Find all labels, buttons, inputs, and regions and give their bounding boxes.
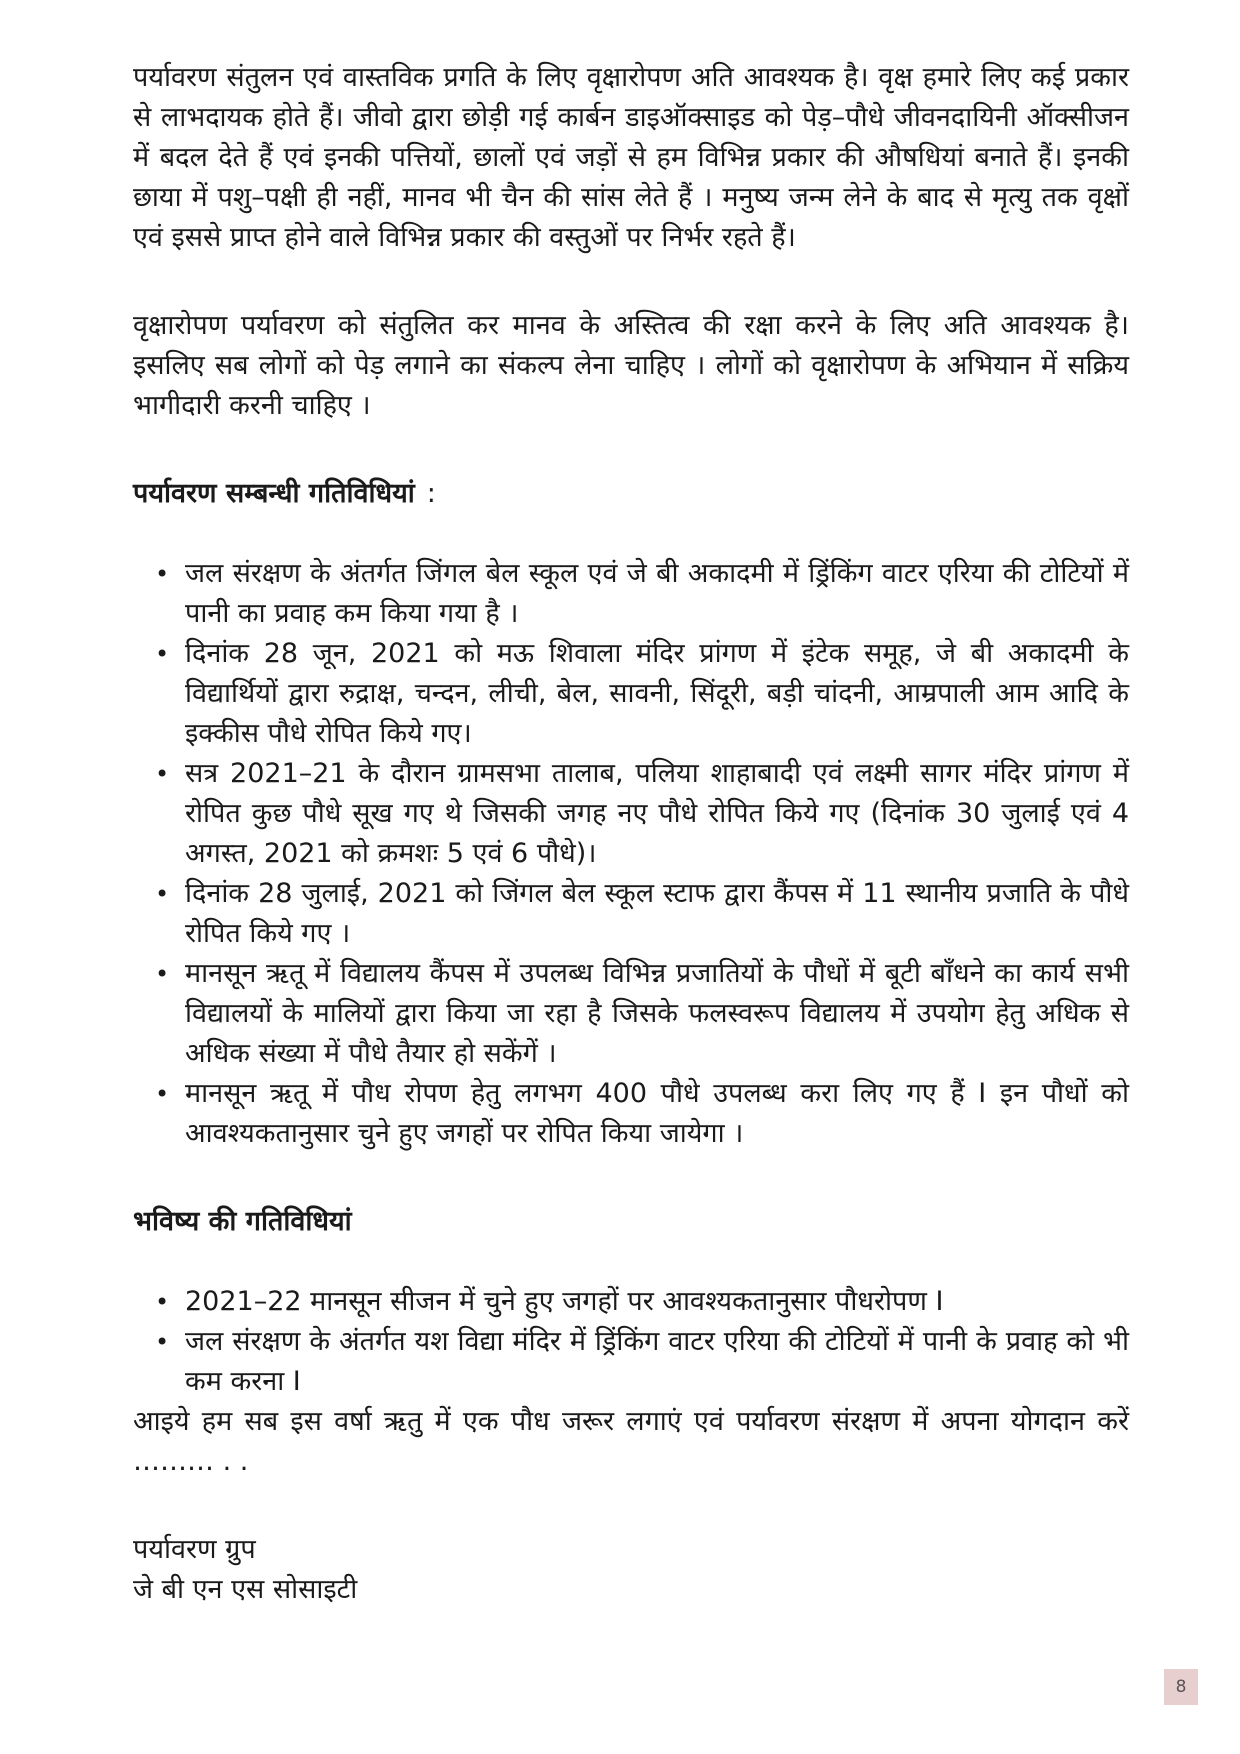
future-item-2 [133, 1322, 1129, 1402]
page-number: 8 [1164, 1669, 1198, 1705]
activity-item-text: मानसून ऋतू में पौध रोपण हेतु लगभग 400 पौधे उपलब्ध करा लिए गए हैं I इन पौधों को आवश्यकतानुसार चुने हुए जगहों पर रोपित किया जायेगा । [185, 1078, 1129, 1149]
bullet-icon: • [155, 760, 170, 788]
signature-society: जे बी एन एस सोसाइटी [133, 1574, 358, 1605]
activity-item-4 [133, 874, 1129, 954]
signature-group: पर्यावरण ग्रुप [133, 1534, 256, 1565]
spacer [133, 426, 1129, 474]
bullet-icon: • [155, 880, 170, 908]
activity-item-text: जल संरक्षण के अंतर्गत जिंगल बेल स्कूल एवं जे बी अकादमी में ड्रिंकिंग वाटर एरिया की टोटियों में पानी का प्रवाह कम किया गया है । [185, 558, 1129, 629]
signature-block [133, 1530, 1129, 1610]
activity-item-1 [133, 554, 1129, 634]
future-list [133, 1282, 1129, 1402]
activity-item-text: दिनांक 28 जून, 2021 को मऊ शिवाला मंदिर प्रांगण में इंटेक समूह, जे बी अकादमी के विद्यार्थियों द्वारा रुद्राक्ष, चन्दन, लीची, बेल, सावनी, सिंदूरी, बड़ी चांदनी, आम्रपाली आम आदि के इक्कीस पौधे रोपित किये गए। [185, 638, 1129, 749]
bullet-icon: • [155, 560, 170, 588]
activity-item-2 [133, 634, 1129, 754]
activity-item-3 [133, 754, 1129, 874]
activities-heading [133, 474, 1129, 514]
bullet-icon: • [155, 640, 170, 668]
future-item-1 [133, 1282, 1129, 1322]
document-body [133, 58, 1129, 1610]
future-item-text: 2021–22 मानसून सीजन में चुने हुए जगहों पर आवश्यकतानुसार पौधरोपण I [185, 1286, 944, 1317]
bullet-icon: • [155, 960, 170, 988]
spacer [133, 1154, 1129, 1202]
activities-heading-text: पर्यावरण सम्बन्धी गतिविधियां [133, 478, 415, 509]
activities-list [133, 554, 1129, 1154]
appeal-paragraph: आइये हम सब इस वर्षा ऋतु में एक पौध जरूर लगाएं एवं पर्यावरण संरक्षण में अपना योगदान करें ……… . . [133, 1406, 1129, 1477]
bullet-icon: • [155, 1288, 170, 1316]
spacer [133, 1482, 1129, 1530]
activity-item-6 [133, 1074, 1129, 1154]
intro-paragraph-2: वृक्षारोपण पर्यावरण को संतुलित कर मानव के अस्तित्व की रक्षा करने के लिए अति आवश्यक है। इसलिए सब लोगों को पेड़ लगाने का संकल्प लेना चाहिए । लोगों को वृक्षारोपण के अभियान में सक्रिय भागीदारी करनी चाहिए । [133, 310, 1129, 421]
activity-item-text: दिनांक 28 जुलाई, 2021 को जिंगल बेल स्कूल स्टाफ द्वारा कैंपस में 11 स्थानीय प्रजाति के पौधे रोपित किये गए । [185, 878, 1129, 949]
future-item-text: जल संरक्षण के अंतर्गत यश विद्या मंदिर में ड्रिंकिंग वाटर एरिया की टोटियों में पानी के प्रवाह को भी कम करना I [185, 1326, 1129, 1397]
spacer [133, 514, 1129, 554]
bullet-icon: • [155, 1080, 170, 1108]
activity-item-5 [133, 954, 1129, 1074]
activity-item-text: मानसून ऋतू में विद्यालय कैंपस में उपलब्ध विभिन्न प्रजातियों के पौधों में बूटी बाँधने का कार्य सभी विद्यालयों के मालियों द्वारा किया जा रहा है जिसके फलस्वरूप विद्यालय में उपयोग हेतु अधिक से अधिक संख्या में पौधे तैयार हो सकेंगें । [185, 958, 1129, 1069]
activity-item-text: सत्र 2021–21 के दौरान ग्रामसभा तालाब, पलिया शाहाबादी एवं लक्ष्मी सागर मंदिर प्रांगण में रोपित कुछ पौधे सूख गए थे जिसकी जगह नए पौधे रोपित किये गए (दिनांक 30 जुलाई एवं 4 अगस्त, 2021 को क्रमशः 5 एवं 6 पौधे)। [185, 758, 1129, 869]
bullet-icon: • [155, 1328, 170, 1356]
spacer [133, 258, 1129, 306]
intro-paragraph-1: पर्यावरण संतुलन एवं वास्तविक प्रगति के लिए वृक्षारोपण अति आवश्यक है। वृक्ष हमारे लिए कई प्रकार से लाभदायक होते हैं। जीवो द्वारा छोड़ी गई कार्बन डाइऑक्साइड को पेड़–पौधे जीवनदायिनी ऑक्सीजन में बदल देते हैं एवं इनकी पत्तियों, छालों एवं जड़ों से हम विभिन्न प्रकार की औषधियां बनाते हैं। इनकी छाया में पशु–पक्षी ही नहीं, मानव भी चैन की सांस लेते हैं । मनुष्य जन्म लेने के बाद से मृत्यु तक वृक्षों एवं इससे प्राप्त होने वाले विभिन्न प्रकार की वस्तुओं पर निर्भर रहते हैं। [133, 62, 1129, 253]
spacer [133, 1242, 1129, 1282]
activities-heading-colon: : [426, 478, 436, 509]
future-heading: भविष्य की गतिविधियां [133, 1206, 352, 1237]
